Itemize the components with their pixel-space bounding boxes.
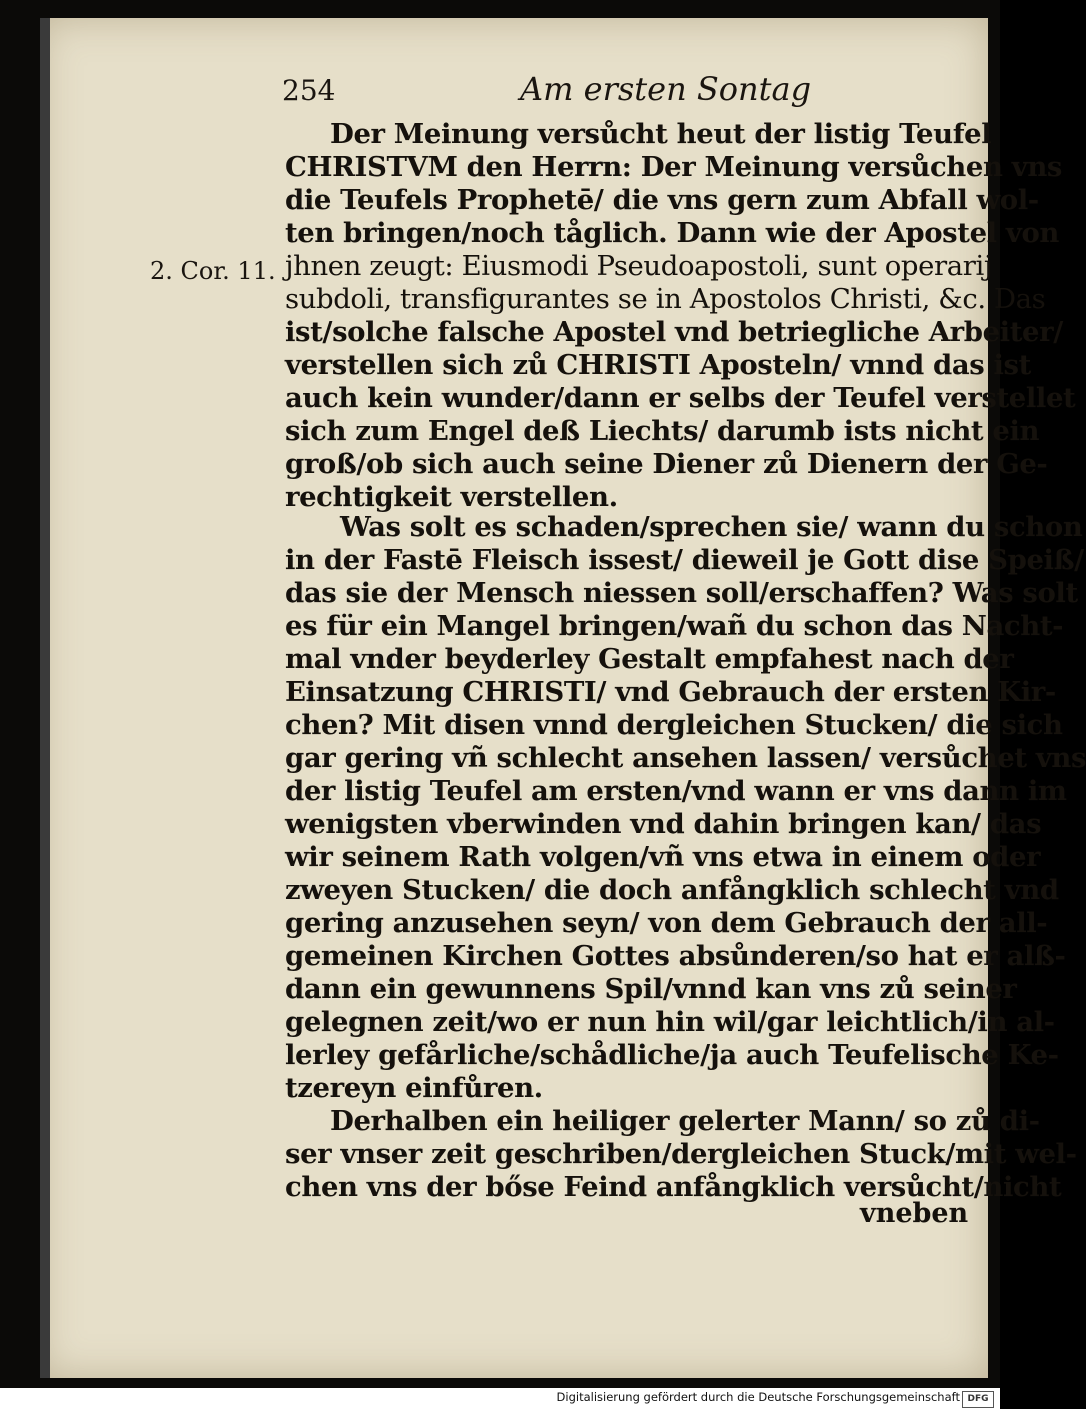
text-line: das sie der Mensch niessen soll/erschaffen? Was solt bbox=[285, 577, 1078, 609]
text-line: chen? Mit disen vnnd dergleichen Stucken/ die sich bbox=[285, 709, 1063, 741]
text-line: ist/solche falsche Apostel vnd betriegliche Arbeiter/ bbox=[285, 316, 1063, 348]
text-line: Einsatzung CHRISTI/ vnd Gebrauch der ersten Kir- bbox=[285, 676, 1056, 708]
text-line: gar gering vñ schlecht ansehen lassen/ versůchet vns bbox=[285, 742, 1086, 774]
text-line: subdoli, transfigurantes se in Apostolos Christi, &c. Das bbox=[285, 283, 1046, 315]
text-line: ten bringen/noch tåglich. Dann wie der Apostel von bbox=[285, 217, 1059, 249]
page-number: 254 bbox=[282, 74, 336, 107]
running-head: Am ersten Sontag bbox=[520, 70, 812, 108]
text-line: groß/ob sich auch seine Diener zů Dienern der Ge- bbox=[285, 448, 1048, 480]
text-line: auch kein wunder/dann er selbs der Teufel verstellet bbox=[285, 382, 1076, 414]
text-line: CHRISTVM den Herrn: Der Meinung versůchen vns bbox=[285, 151, 1063, 183]
text-line: der listig Teufel am ersten/vnd wann er vns dann im bbox=[285, 775, 1067, 807]
text-line: wenigsten vberwinden vnd dahin bringen kan/ das bbox=[285, 808, 1042, 840]
credit-text: Digitalisierung gefördert durch die Deutsche Forschungsgemeinschaft bbox=[556, 1390, 960, 1404]
catchword: vneben bbox=[860, 1198, 969, 1229]
text-line: ser vnser zeit geschriben/dergleichen Stuck/mit wel- bbox=[285, 1138, 1077, 1170]
dfg-logo: DFG bbox=[962, 1391, 994, 1408]
text-line: jhnen zeugt: Eiusmodi Pseudoapostoli, sunt operarij bbox=[285, 250, 993, 282]
text-line: gering anzusehen seyn/ von dem Gebrauch der all- bbox=[285, 907, 1048, 939]
margin-note: 2. Cor. 11. bbox=[150, 257, 276, 285]
text-line: gemeinen Kirchen Gottes absůnderen/so hat er alß- bbox=[285, 940, 1066, 972]
text-line: verstellen sich zů CHRISTI Aposteln/ vnnd das ist bbox=[285, 349, 1031, 381]
text-line: wir seinem Rath volgen/vñ vns etwa in einem oder bbox=[285, 841, 1041, 873]
text-line: sich zum Engel deß Liechts/ darumb ists nicht ein bbox=[285, 415, 1040, 447]
text-line: zweyen Stucken/ die doch anfångklich schlecht vnd bbox=[285, 874, 1059, 906]
page-binding-edge bbox=[40, 18, 50, 1378]
text-line: Der Meinung versůcht heut der listig Teufel bbox=[330, 118, 992, 150]
text-line: die Teufels Prophetē/ die vns gern zum Abfall wol- bbox=[285, 184, 1039, 216]
text-line: rechtigkeit verstellen. bbox=[285, 481, 618, 513]
credit-bar bbox=[0, 1388, 1000, 1409]
text-line: gelegnen zeit/wo er nun hin wil/gar leichtlich/in al- bbox=[285, 1006, 1055, 1038]
text-line: dann ein gewunnens Spil/vnnd kan vns zů seiner bbox=[285, 973, 1017, 1005]
text-line: lerley gefårliche/schådliche/ja auch Teufelische Ke- bbox=[285, 1039, 1059, 1071]
text-line: tzereyn einfůren. bbox=[285, 1072, 543, 1104]
text-line: in der Fastē Fleisch issest/ dieweil je Gott dise Speiß/ bbox=[285, 544, 1084, 576]
text-line: es für ein Mangel bringen/wañ du schon das Nacht- bbox=[285, 610, 1064, 642]
text-line: chen vns der bőse Feind anfångklich versůcht/nicht bbox=[285, 1171, 1062, 1203]
text-line: Was solt es schaden/sprechen sie/ wann du schon bbox=[340, 511, 1083, 543]
text-line: mal vnder beyderley Gestalt empfahest nach der bbox=[285, 643, 1014, 675]
text-line: Derhalben ein heiliger gelerter Mann/ so zů di- bbox=[330, 1105, 1040, 1137]
